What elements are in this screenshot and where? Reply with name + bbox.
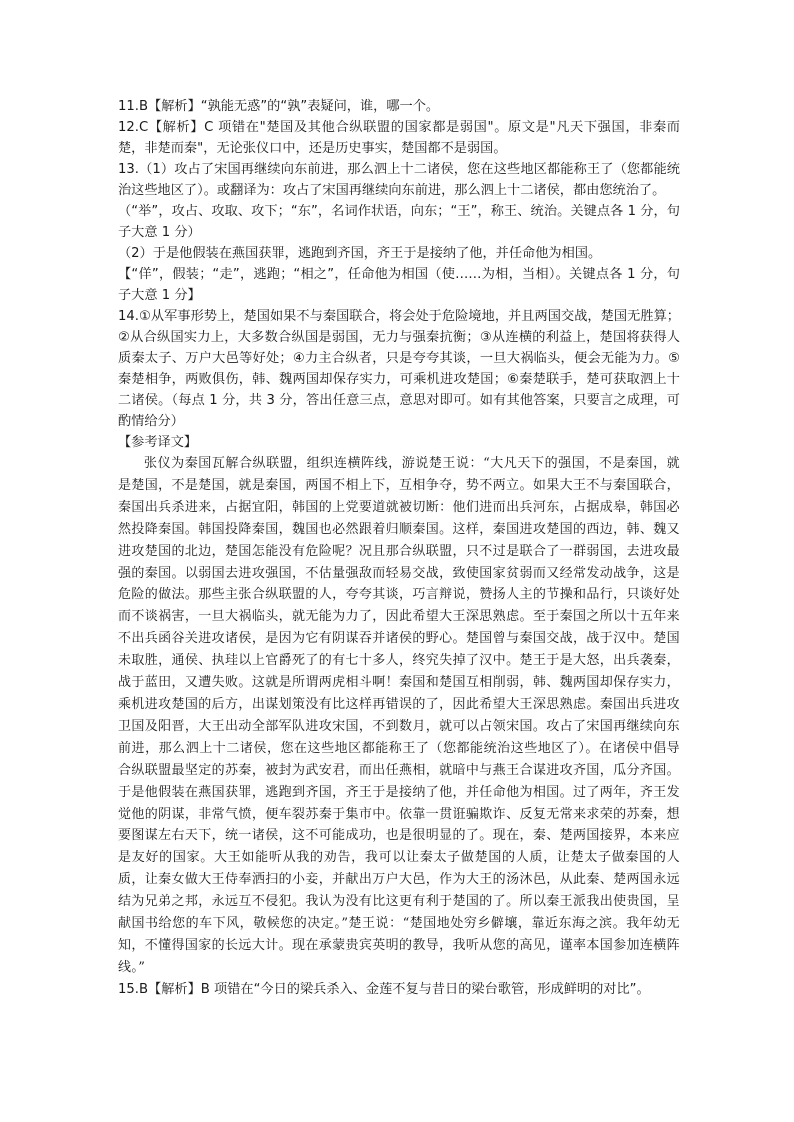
answer-13-part-2: （2）于是他假装在燕国获罪，逃跑到齐国，齐王于是接纳了他，并任命他为相国。	[118, 246, 602, 261]
answer-14: 14.①从军事形势上，楚国如果不与秦国联合，将会处于危险境地，并且两国交战，楚国无胜算；②从合纵国实力上，大多数合纵国是弱国，无力与强秦抗衡；③从连横的利益上，楚国将获得人质秦太子、万户大邑等好处；④力主合纵者，只是夸夸其谈，一旦大祸临头，便会无能为力。⑤秦楚相争，两败俱伤，韩、魏两国却保存实力，可乘机进攻楚国；⑥秦楚联手，楚可获取泗上十二诸侯。（每点 1 分，共 3 分，答出任意三点，意思对即可。如有其他答案，只要言之成理，可酌情给分）	[118, 309, 680, 429]
reference-translation-text: 张仪为秦国瓦解合纵联盟，组织连横阵线，游说楚王说：“大凡天下的强国，不是秦国，就是楚国，不是楚国，就是秦国，两国不相上下，互相争夺，势不两立。如果大王不与秦国联合，秦国出兵杀进来，占据宜阳，韩国的上党要道就被切断：他们进而出兵河东，占据成皋，韩国必然投降秦国。韩国投降秦国，魏国也必然跟着归顺秦国。这样，秦国进攻楚国的西边，韩、魏又进攻楚国的北边，楚国怎能没有危险呢？况且那合纵联盟，只不过是联合了一群弱国，去进攻最强的秦国。以弱国去进攻强国，不估量强敌而轻易交战，致使国家贫弱而又经常发动战争，这是危险的做法。那些主张合纵联盟的人，夸夸其谈，巧言辩说，赞扬人主的节操和品行，只谈好处而不谈祸害，一旦大祸临头，就无能为力了，因此希望大王深思熟虑。至于秦国之所以十五年来不出兵函谷关进攻诸侯，是因为它有阴谋吞并诸侯的野心。楚国曾与秦国交战，战于汉中。楚国未取胜，通侯、执珪以上官爵死了的有七十多人，终究失掉了汉中。楚王于是大怒，出兵袭秦，战于蓝田，又遭失败。这就是所谓两虎相斗啊！秦国和楚国互相削弱，韩、魏两国却保存实力，乘机进攻楚国的后方，出谋划策没有比这样再错误的了，因此希望大王深思熟虑。秦国出兵进攻卫国及阳晋，大王出动全部军队进攻宋国，不到数月，就可以占领宋国。攻占了宋国再继续向东前进，那么泗上十二诸侯，您在这些地区都能称王了（您都能统治这些地区了）。在诸侯中倡导合纵联盟最坚定的苏秦，被封为武安君，而出任燕相，就暗中与燕王合谋进攻齐国，瓜分齐国。于是他假装在燕国获罪，逃跑到齐国，齐王于是接纳了他，并任命他为相国。过了两年，齐王发觉他的阴谋，非常气愤，便车裂苏秦于集市中。依靠一贯诳骗欺诈、反复无常来求荣的苏秦，想要图谋左右天下，统一诸侯，这不可能成功，也是很明显的了。现在，秦、楚两国接界，本来应是友好的国家。大王如能听从我的劝告，我可以让秦太子做楚国的人质，让楚太子做秦国的人质，让秦女做大王侍奉洒扫的小妾，并献出万户大邑，作为大王的汤沐邑，从此秦、楚两国永远结为兄弟之邦，永远互不侵犯。我认为没有比这更有利于楚国的了。所以秦王派我出使贵国，呈献国书给您的车下风，敬候您的决定。”楚王说：“楚国地处穷乡僻壤，靠近东海之滨。我年幼无知，不懂得国家的长远大计。现在承蒙贵宾英明的教导，我听从您的高见，谨率本国参加连横阵线。”	[118, 456, 680, 975]
answer-key-page	[118, 96, 680, 1000]
answer-15: 15.B【解析】B 项错在“今日的梁兵杀入、金莲不复与昔日的梁台歌管，形成鲜明的对比”。	[118, 981, 650, 997]
answer-13-part-1: 13.（1）攻占了宋国再继续向东前进，那么泗上十二诸侯，您在这些地区都能称王了（您都能统治这些地区了）。或翻译为：攻占了宋国再继续向东前进，那么泗上十二诸侯，都由您统治了。	[118, 162, 680, 198]
answer-12: 12.C【解析】C 项错在"楚国及其他合纵联盟的国家都是弱国"。原文是"凡天下强国，非秦而楚，非楚而秦"，无论张仪口中，还是历史事实，楚国都不是弱国。	[118, 120, 680, 156]
answer-13-part-2-scoring: 【“佯”，假装；“走”，逃跑；“相之”，任命他为相国（使……为相，当相）。关键点各 1 分，句子大意 1 分】	[118, 267, 680, 303]
answer-13-part-1-scoring: （“举”，攻占、攻取、攻下；“东”，名词作状语，向东；“王”，称王、统治。关键点各 1 分，句子大意 1 分）	[118, 204, 680, 240]
answer-11: 11.B【解析】“孰能无惑”的“孰”表疑问，谁，哪一个。	[118, 99, 440, 114]
reference-translation-body	[118, 453, 680, 979]
reference-translation-heading: 【参考译文】	[118, 435, 198, 450]
